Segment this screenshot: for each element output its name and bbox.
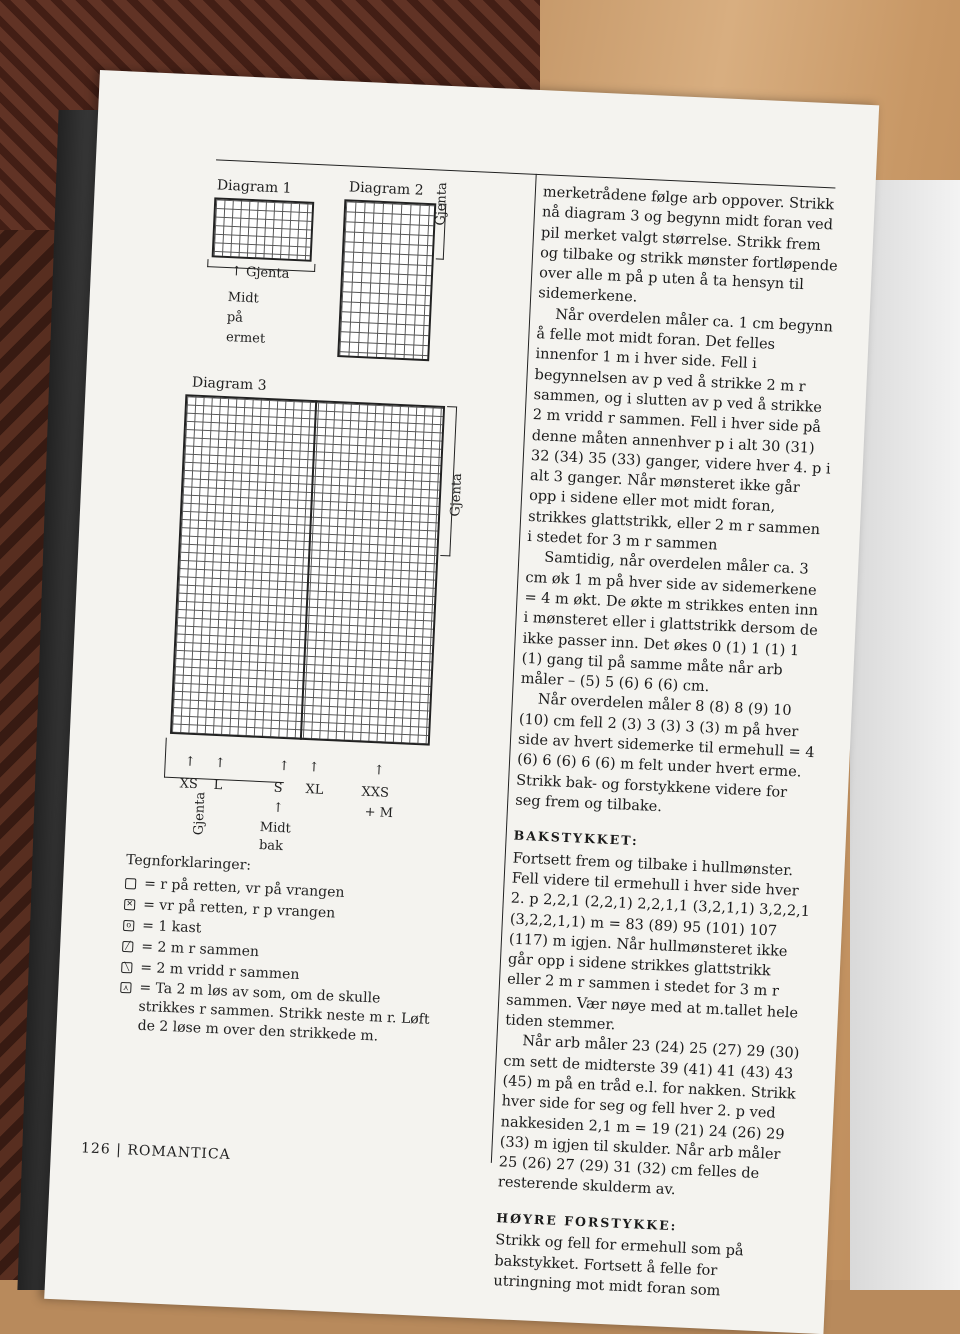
legend <box>118 874 445 1051</box>
body-text-column <box>493 182 843 1305</box>
book-title: ROMANTICA <box>127 1142 232 1164</box>
backslash-square-icon: ╲ <box>121 961 132 972</box>
legend-text: = Ta 2 m løs av som, om de skulle strikkes r sammen. Strikk neste m r. Løft de 2 løse m over den strikkede m. <box>137 980 430 1045</box>
diagram-1-title: Diagram 1 <box>216 177 292 197</box>
slash-square-icon: ╱ <box>122 941 133 952</box>
legend-text: = 2 m vridd r sammen <box>139 959 300 983</box>
body-paragraph: merketrådene følge arb oppover. Strikk nå diagram 3 og begynn midt foran ved pil merket valgt størrelse. Strikk frem og tilbake og strikk mønster fortløpende over alle m på p uten å ta hensyn til sidemerkene. <box>537 184 838 307</box>
size-plus-m: + M <box>364 804 394 822</box>
body-paragraph: Når arb måler 23 (24) 25 (27) 29 (30) cm sett de midterste 39 (41) 41 (43) 43 (45) m på en tråd e.l. for nakken. Strikk hver side for seg og fell hver 2. p ved nakkesiden 2,1 m = 19 (21) 24 (26) 29 (33) m igjen til skulder. Når arb måler 25 (26) 27 (29) 31 (32) cm felles de resterende skulderm av. <box>497 1033 800 1199</box>
size-arrow-xl: ↑ <box>308 760 320 776</box>
lambda-square-icon: ⋏ <box>120 982 131 993</box>
o-square-icon: o <box>123 920 134 931</box>
diagram-1-note-3: ermet <box>225 329 266 347</box>
footer-separator: | <box>115 1141 123 1159</box>
diagram-2-grid <box>337 199 436 361</box>
size-xl: XL <box>305 782 324 798</box>
x-square-icon: ✕ <box>124 899 135 910</box>
empty-square-icon <box>125 878 136 889</box>
body-paragraph: Strikk og fell for ermehull som på bakstykket. Fortsett å felle for utringning mot midt foran som <box>493 1232 744 1300</box>
diagram-2-marker: Gjenta <box>433 181 451 226</box>
top-rule <box>216 159 835 188</box>
body-paragraph: Fortsett frem og tilbake i hullmønster. Fell videre til ermehull i hver side hver 2. p 2,2,1 (2,2,1) 2,2,1,1 (3,2,1,1) 3,2,2,1 (3,2,2,1,1) m = 83 (89) 95 (101) 107 (117) m igjen. Når hullmønsteret ikke går opp i sidene strikkes glattstrikk eller 2 m r sammen i stedet for 3 m r sammen. Vær nøye med at m.tallet hele tiden stemmer. <box>504 850 811 1034</box>
body-paragraph: Når overdelen måler ca. 1 cm begynn å felle mot midt foran. Det felles innenfor 1 m i hver side. Fell i begynnelsen av p ved å strikke 2 m r sammen, og i slutten av p ved å strikke 2 m vridd r sammen. Fell i hver side på denne måten annenhver p i alt 30 (31) 32 (34) 35 (33) ganger, videre hver 4. p i alt 3 ganger. Når mønsteret ikke går opp i sidene eller mot midt foran, strikkes glattstrikk, eller 2 m r sammen i stedet for 3 m r sammen <box>526 306 834 554</box>
size-xs: XS <box>179 776 199 793</box>
diagram-1-marker-text: Gjenta <box>245 264 290 282</box>
diagram-3-marker-right: Gjenta <box>448 472 466 517</box>
book-page <box>44 70 879 1334</box>
diagram-3-marker-bottom: Gjenta <box>191 791 209 836</box>
center-arrow: ↑ <box>272 800 284 817</box>
body-paragraph: Når overdelen måler 8 (8) 8 (9) 10 (10) cm fell 2 (3) 3 (3) 3 (3) m på hver side av hvert sidemerke til ermehull = 4 (6) 6 (6) 6 (6) m felt under hvert erme. Strikk bak- og forstykkene videre for seg frem og tilbake. <box>514 691 815 816</box>
body-paragraph: Samtidig, når overdelen måler ca. 3 cm øk 1 m på hver side av sidemerkene = 4 m økt. De økte m strikkes enten inn i mønsteret eller i glattstrikk dersom de ikke passer inn. Det økes 0 (1) 1 (1) 1 (1) gang til på samme måte når arb måler – (5) 5 (6) 6 (6) cm. <box>520 550 819 696</box>
diagram-1-note-2: på <box>226 310 244 326</box>
legend-title: Tegnforklaringer: <box>125 852 252 874</box>
size-arrow-l: ↑ <box>214 755 226 772</box>
diagram-1-note-1: Midt <box>227 290 260 307</box>
size-arrow-xxs: ↑ <box>373 763 385 779</box>
size-l: L <box>213 777 223 794</box>
size-s: S <box>273 780 283 797</box>
size-xxs: XXS <box>361 784 390 801</box>
diagram-3-title: Diagram 3 <box>191 374 267 394</box>
size-arrow-xs: ↑ <box>184 754 196 771</box>
section-heading-bakstykket: BAKSTYKKET: <box>513 827 640 849</box>
diagram-1-marker: ↑ Gjenta <box>230 264 290 282</box>
legend-item <box>118 978 440 1049</box>
diagram-1-grid <box>212 197 315 261</box>
page-number: 126 <box>80 1140 112 1158</box>
diagram-2-title: Diagram 2 <box>348 179 424 199</box>
legend-text: = 2 m r sammen <box>140 938 260 960</box>
center-note-2: bak <box>258 838 284 855</box>
legend-text: = r på retten, vr på vrangen <box>143 875 345 901</box>
page-footer <box>81 1140 231 1163</box>
section-heading-hoyre-forstykke: HØYRE FORSTYKKE: <box>496 1209 678 1234</box>
center-note-1: Midt <box>259 820 292 837</box>
legend-text: = vr på retten, r p vrangen <box>142 896 336 922</box>
legend-text: = 1 kast <box>141 917 202 937</box>
size-arrow-s: ↑ <box>278 758 290 775</box>
